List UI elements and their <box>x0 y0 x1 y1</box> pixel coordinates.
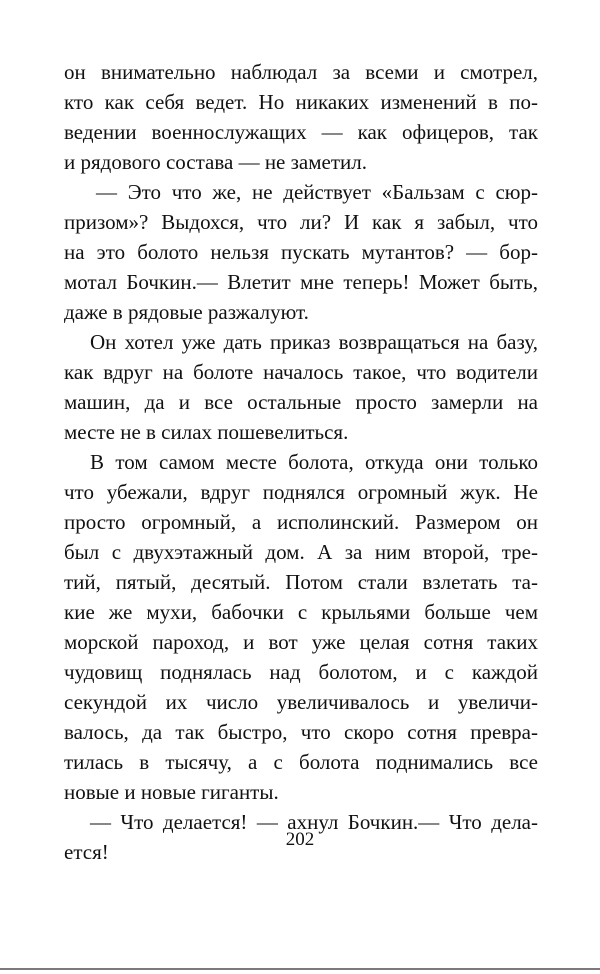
text-line: чудовищ поднялась над болотом, и с каждой <box>64 660 538 684</box>
text-line: кие же мухи, бабочки с крыльями больше чем <box>64 600 538 624</box>
text-line: призом»? Выдохся, что ли? И как я забыл, что <box>64 210 538 234</box>
text-line: месте не в силах пошевелиться. <box>64 420 349 444</box>
text-line: тий, пятый, десятый. Потом стали взлетать та- <box>64 570 538 594</box>
text-line: новые и новые гиганты. <box>64 780 279 804</box>
text-line: — Это что же, не действует «Бальзам с сюр- <box>96 180 538 204</box>
text-line: секундой их число увеличивалось и увеличи- <box>64 690 538 714</box>
text-line: ется! <box>64 840 109 864</box>
text-line: ведении военнослужащих — как офицеров, так <box>64 120 538 144</box>
text-line: просто огромный, а исполинский. Размером он <box>64 510 538 534</box>
text-line: кто как себя ведет. Но никаких изменений в по- <box>64 90 538 114</box>
text-line: что убежали, вдруг поднялся огромный жук. Не <box>64 480 538 504</box>
text-line: машин, да и все остальные просто замерли на <box>64 390 538 414</box>
text-line: был с двухэтажный дом. А за ним второй, тре- <box>64 540 538 564</box>
page-bottom-edge <box>0 968 600 970</box>
text-line: — Что делается! — ахнул Бочкин.— Что дела- <box>90 810 538 834</box>
text-line: валось, да так быстро, что скоро сотня превра- <box>64 720 538 744</box>
text-line: тилась в тысячу, а с болота поднимались все <box>64 750 538 774</box>
text-line: даже в рядовые разжалуют. <box>64 300 309 324</box>
book-page-text <box>64 57 538 867</box>
text-line: В том самом месте болота, откуда они только <box>90 450 538 474</box>
text-line: мотал Бочкин.— Влетит мне теперь! Может быть, <box>64 270 538 294</box>
text-line: морской пароход, и вот уже целая сотня таких <box>64 630 538 654</box>
text-line: как вдруг на болоте началось такое, что водители <box>64 360 538 384</box>
text-line: и рядового состава — не заметил. <box>64 150 368 174</box>
text-line: на это болото нельзя пускать мутантов? — бор- <box>64 240 538 264</box>
text-line: он внимательно наблюдал за всеми и смотрел, <box>64 60 538 84</box>
text-line: Он хотел уже дать приказ возвращаться на базу, <box>90 330 538 354</box>
page-number: 202 <box>285 829 315 850</box>
